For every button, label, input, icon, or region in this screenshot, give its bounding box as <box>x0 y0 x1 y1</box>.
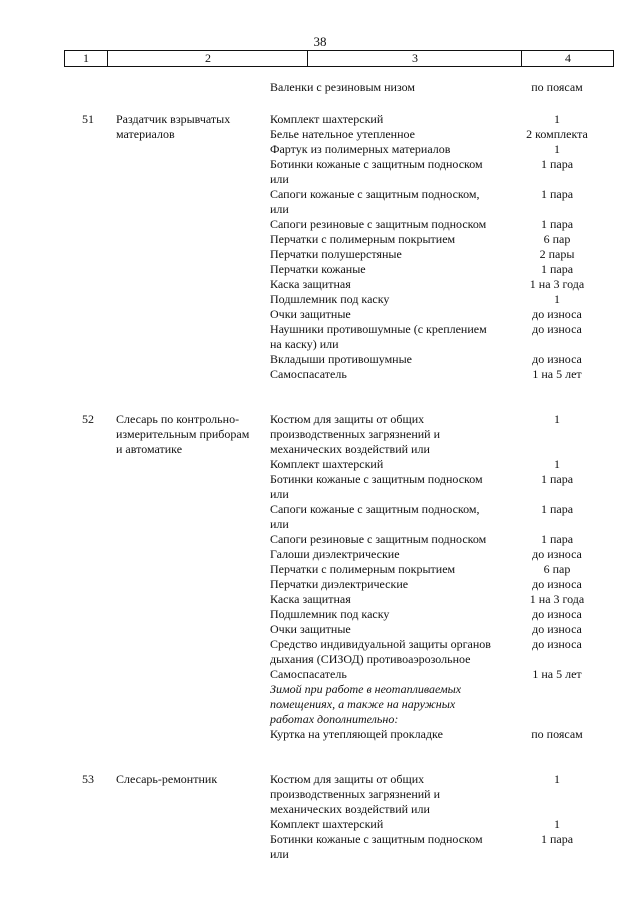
table-row <box>0 817 640 832</box>
item-norm: до износа <box>532 577 582 591</box>
page-number: 38 <box>313 34 327 49</box>
item-norm: до износа <box>532 307 582 321</box>
item-name: Комплект шахтерский <box>270 457 384 471</box>
table-row <box>0 547 640 562</box>
item-name: Самоспасатель <box>270 367 347 381</box>
item-name: Сапоги кожаные с защитным подноском, или <box>270 502 480 531</box>
item-norm: 1 пара <box>540 262 574 276</box>
item-name: Очки защитные <box>270 307 351 321</box>
table-row <box>0 322 640 352</box>
item-name: Костюм для защиты от общих производственных загрязнений и механических воздействий или <box>270 412 441 456</box>
table-row <box>0 607 640 622</box>
item-name: Ботинки кожаные с защитным подноском или <box>270 832 483 861</box>
header-col-4: 4 <box>521 51 614 66</box>
table-row <box>0 667 640 682</box>
item-norm: 1 на 5 лет <box>532 367 582 381</box>
table-row <box>0 352 640 367</box>
item-norm: до износа <box>532 547 582 561</box>
header-col-3: 3 <box>307 51 522 66</box>
table-row <box>0 112 640 127</box>
table-row <box>0 277 640 292</box>
item-norm: 1 <box>554 142 560 156</box>
item-name: Сапоги кожаные с защитным подноском, или <box>270 187 480 216</box>
item-norm: до износа <box>532 352 582 366</box>
item-name: Перчатки диэлектрические <box>270 577 409 591</box>
item-norm: 1 <box>554 112 560 126</box>
item-norm: 6 пар <box>543 562 571 576</box>
table-row <box>0 187 640 217</box>
table-header <box>64 50 614 67</box>
table-row <box>0 772 640 817</box>
item-name: Ботинки кожаные с защитным подноском или <box>270 472 483 501</box>
item-norm: 1 на 3 года <box>529 277 585 291</box>
item-name: Средство индивидуальной защиты органов дыхания (СИЗОД) противоаэрозольное <box>270 637 491 666</box>
item-norm: 1 пара <box>540 217 574 231</box>
table-row <box>0 412 640 457</box>
table-row <box>0 727 640 742</box>
groups-container <box>0 112 640 862</box>
item-norm: 6 пар <box>543 232 571 246</box>
table-row <box>0 262 640 277</box>
item-norm: 1 <box>554 457 560 471</box>
item-norm: до износа <box>532 622 582 636</box>
item-norm: по поясам <box>531 727 583 741</box>
table-row <box>0 367 640 382</box>
table-row <box>0 217 640 232</box>
position-group <box>0 772 640 862</box>
table-row <box>0 532 640 547</box>
position-number: 53 <box>82 772 94 786</box>
item-norm: 2 пары <box>539 247 575 261</box>
position-group <box>0 112 640 382</box>
item-name: Сапоги резиновые с защитным подноском <box>270 532 487 546</box>
table-row <box>0 80 640 95</box>
item-name: Каска защитная <box>270 592 351 606</box>
item-norm: 1 <box>554 292 560 306</box>
job-title: Слесарь по контрольно-измерительным приборам и автоматике <box>116 412 250 456</box>
item-norm: 1 на 5 лет <box>532 667 582 681</box>
item-name: Куртка на утепляющей прокладке <box>270 727 443 741</box>
group-gap <box>0 382 640 412</box>
item-name: Галоши диэлектрические <box>270 547 400 561</box>
table-row <box>0 472 640 502</box>
item-norm: по поясам <box>531 80 583 94</box>
item-norm: 1 пара <box>540 502 574 516</box>
item-norm: 1 пара <box>540 532 574 546</box>
header-col-2: 2 <box>107 51 308 66</box>
job-title: Раздатчик взрывчатых материалов <box>116 112 231 141</box>
position-number: 52 <box>82 412 94 426</box>
note-text: Зимой при работе в неотапливаемых помещениях, а также на наружных работах дополнительно: <box>270 682 462 726</box>
table-row <box>0 832 640 862</box>
header-col-1: 1 <box>83 51 89 65</box>
table-row <box>0 127 640 142</box>
item-name: Самоспасатель <box>270 667 347 681</box>
item-name: Наушники противошумные (с креплением на каску) или <box>270 322 487 351</box>
item-name: Подшлемник под каску <box>270 292 390 306</box>
item-name: Комплект шахтерский <box>270 817 384 831</box>
item-norm: до износа <box>532 322 582 336</box>
item-norm: 1 на 3 года <box>529 592 585 606</box>
table-row <box>0 637 640 667</box>
item-norm: 1 пара <box>540 472 574 486</box>
table-row <box>0 577 640 592</box>
item-norm: до износа <box>532 607 582 621</box>
table-row <box>0 307 640 322</box>
position-group <box>0 412 640 742</box>
item-name: Очки защитные <box>270 622 351 636</box>
item-norm: 1 пара <box>540 832 574 846</box>
item-name: Ботинки кожаные с защитным подноском или <box>270 157 483 186</box>
table-row <box>0 502 640 532</box>
item-name: Комплект шахтерский <box>270 112 384 126</box>
table-row <box>0 562 640 577</box>
job-title: Слесарь-ремонтник <box>116 772 218 786</box>
item-norm: 2 комплекта <box>526 127 588 141</box>
item-name: Каска защитная <box>270 277 351 291</box>
table-row <box>0 247 640 262</box>
item-name: Валенки с резиновым низом <box>270 80 416 94</box>
row-gap <box>0 95 640 110</box>
table-row <box>0 232 640 247</box>
item-norm: 1 <box>554 412 560 426</box>
item-norm: 1 пара <box>540 157 574 171</box>
item-name: Перчатки с полимерным покрытием <box>270 232 456 246</box>
position-number: 51 <box>82 112 94 126</box>
item-norm: 1 пара <box>540 187 574 201</box>
table-row <box>0 142 640 157</box>
table-row <box>0 157 640 187</box>
item-name: Подшлемник под каску <box>270 607 390 621</box>
table-row <box>0 292 640 307</box>
table-row <box>0 622 640 637</box>
item-name: Перчатки с полимерным покрытием <box>270 562 456 576</box>
item-norm: до износа <box>532 637 582 651</box>
item-name: Перчатки полушерстяные <box>270 247 402 261</box>
item-name: Вкладыши противошумные <box>270 352 412 366</box>
item-norm: 1 <box>554 817 560 831</box>
group-gap <box>0 742 640 772</box>
item-name: Фартук из полимерных материалов <box>270 142 451 156</box>
note-row <box>0 682 640 727</box>
table-row <box>0 592 640 607</box>
table-body <box>0 80 640 862</box>
item-name: Белье нательное утепленное <box>270 127 415 141</box>
item-name: Костюм для защиты от общих производственных загрязнений и механических воздействий или <box>270 772 441 816</box>
table-row <box>0 457 640 472</box>
item-norm: 1 <box>554 772 560 786</box>
item-name: Сапоги резиновые с защитным подноском <box>270 217 487 231</box>
item-name: Перчатки кожаные <box>270 262 366 276</box>
